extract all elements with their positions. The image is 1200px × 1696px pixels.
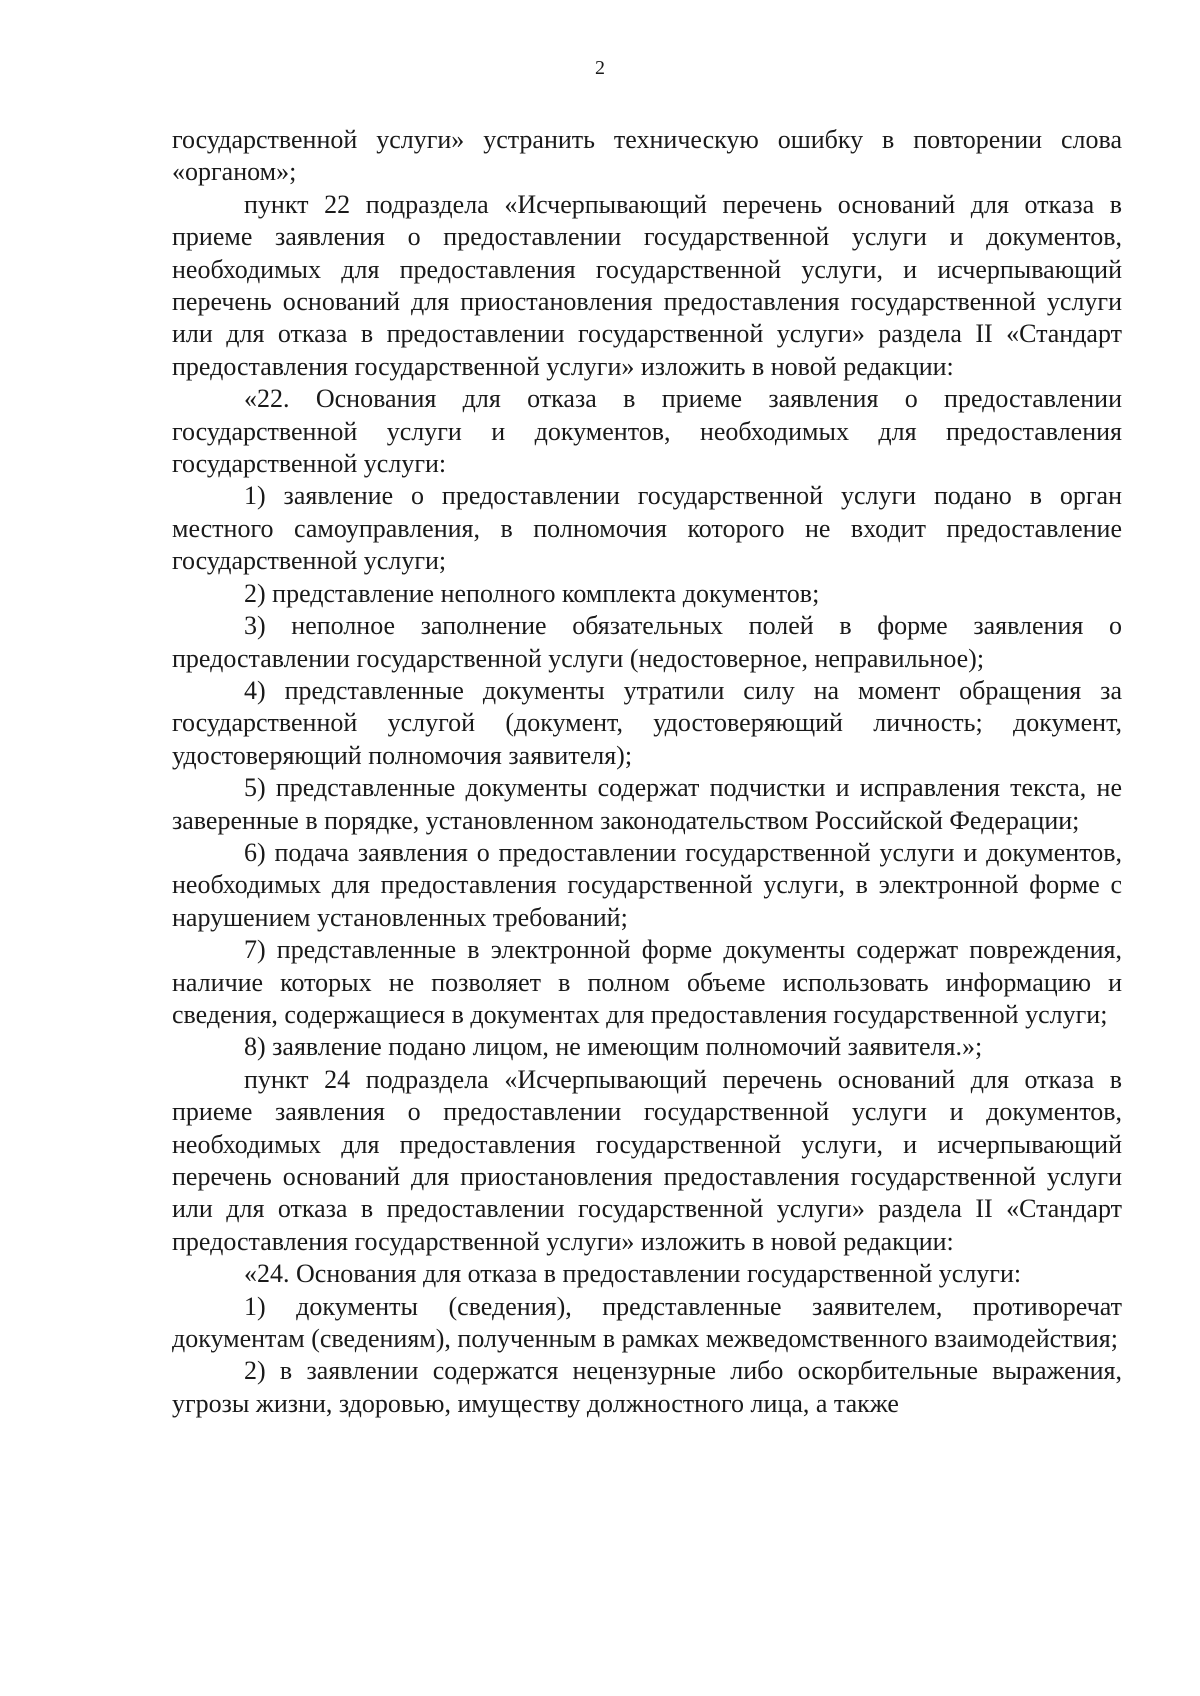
paragraph-clause-22-2: 2) представление неполного комплекта документов; — [244, 578, 820, 608]
paragraph-item-22-amendment: пункт 22 подраздела «Исчерпывающий перечень оснований для отказа в приеме заявления о предоставлении государственной услуги и документов, необходимых для предоставления государственной услуги, и исчерпывающий перечень оснований для приостановления предоставления государственной услуги или для отказа в предоставлении государственной услуги» раздела II «Стандарт предоставления государственной услуги» изложить в новой редакции: — [172, 189, 1122, 381]
paragraph-clause-22-3: 3) неполное заполнение обязательных полей в форме заявления о предоставлении государственной услуги (недостоверное, неправильное); — [172, 611, 1122, 673]
paragraph-clause-22-5: 5) представленные документы содержат подчистки и исправления текста, не заверенные в порядке, установленном законодательством Российской Федерации; — [172, 773, 1122, 835]
paragraph-clause-24-2: 2) в заявлении содержатся нецензурные либо оскорбительные выражения, угрозы жизни, здоровью, имуществу должностного лица, а также — [172, 1356, 1122, 1418]
page-number: 2 — [595, 57, 605, 79]
document-body — [172, 124, 1122, 1420]
paragraph-clause-22: «22. Основания для отказа в приеме заявления о предоставлении государственной услуги и документов, необходимых для предоставления государственной услуги: — [172, 384, 1122, 479]
paragraph-clause-22-8: 8) заявление подано лицом, не имеющим полномочий заявителя.»; — [244, 1032, 983, 1062]
paragraph-clause-22-4: 4) представленные документы утратили силу на момент обращения за государственной услугой (документ, удостоверяющий личность; документ, удостоверяющий полномочия заявителя); — [172, 675, 1122, 770]
paragraph-clause-22-1: 1) заявление о предоставлении государственной услуги подано в орган местного самоуправления, в полномочия которого не входит предоставление государственной услуги; — [172, 481, 1122, 576]
paragraph-clause-22-7: 7) представленные в электронной форме документы содержат повреждения, наличие которых не позволяет в полном объеме использовать информацию и сведения, содержащиеся в документах для предоставления государственной услуги; — [172, 935, 1122, 1029]
paragraph-clause-24-1: 1) документы (сведения), представленные заявителем, противоречат документам (сведениям), полученным в рамках межведомственного взаимодействия; — [172, 1291, 1122, 1354]
paragraph-clause-22-6: 6) подача заявления о предоставлении государственной услуги и документов, необходимых для предоставления государственной услуги, в электронной форме с нарушением установленных требований; — [172, 837, 1122, 932]
paragraph-clause-24: «24. Основания для отказа в предоставлении государственной услуги: — [244, 1259, 1022, 1289]
paragraph-continuation: государственной услуги» устранить техническую ошибку в повторении слова «органом»; — [172, 125, 1122, 187]
paragraph-item-24-amendment: пункт 24 подраздела «Исчерпывающий перечень оснований для отказа в приеме заявления о предоставлении государственной услуги и документов, необходимых для предоставления государственной услуги, и исчерпывающий перечень оснований для приостановления предоставления государственной услуги или для отказа в предоставлении государственной услуги» раздела II «Стандарт предоставления государственной услуги» изложить в новой редакции: — [172, 1064, 1122, 1256]
